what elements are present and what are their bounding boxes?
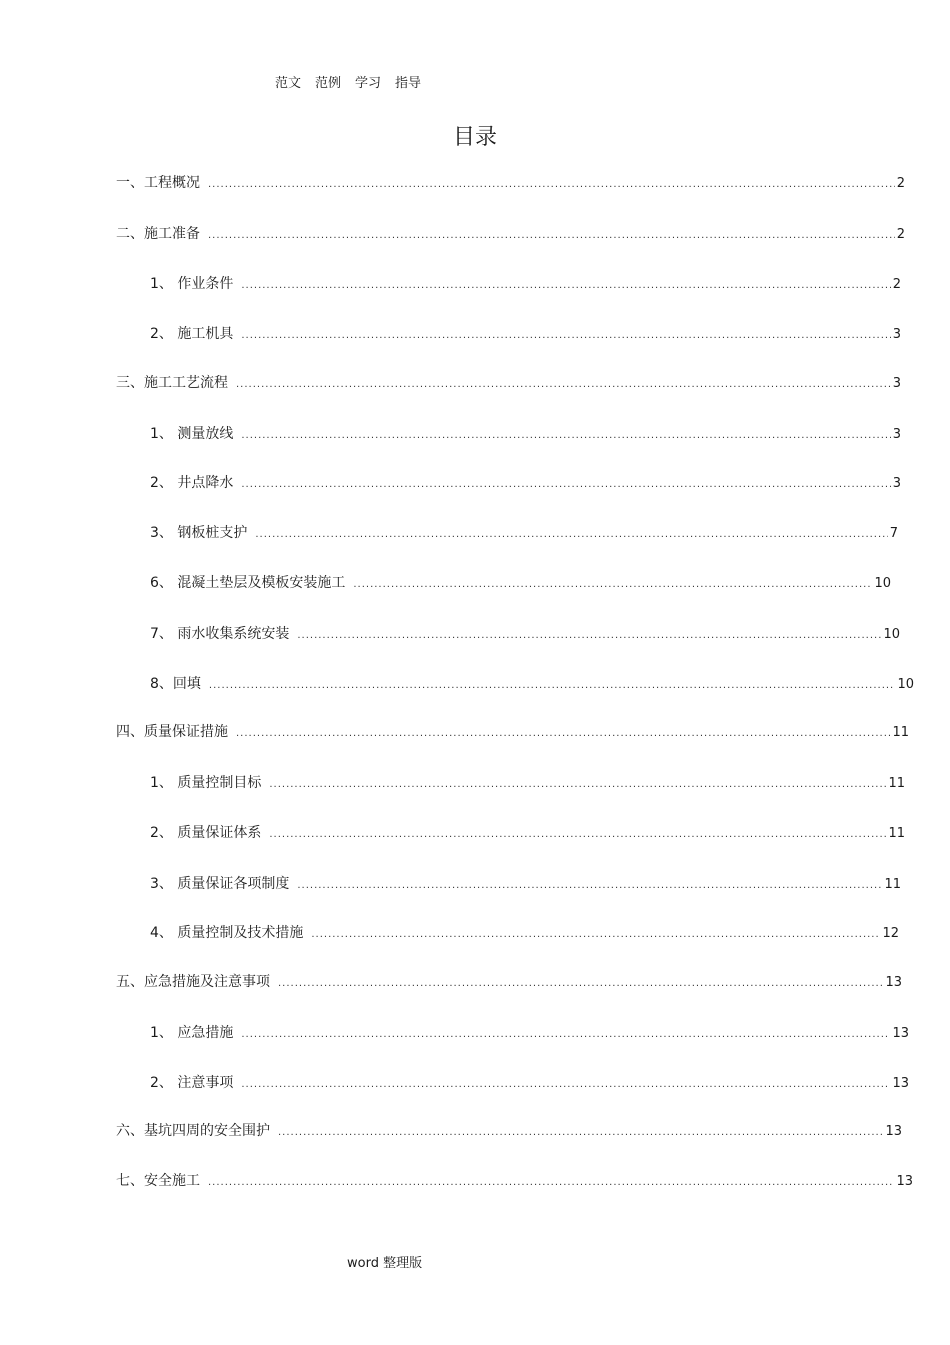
toc-label: 二、施工准备 xyxy=(116,226,200,242)
toc-entry[interactable] xyxy=(116,1122,902,1140)
toc-leader xyxy=(209,677,896,695)
toc-label: 七、安全施工 xyxy=(116,1173,200,1189)
toc-entry[interactable] xyxy=(116,973,902,991)
toc-entry[interactable] xyxy=(150,474,901,492)
toc-label: 7、 雨水收集系统安装 xyxy=(150,626,290,642)
toc-label: 2、 注意事项 xyxy=(150,1075,234,1091)
header-item: 指导 xyxy=(395,76,422,91)
toc-entry[interactable] xyxy=(150,574,891,592)
toc-entry[interactable] xyxy=(150,524,898,542)
toc-entry[interactable] xyxy=(150,1024,909,1042)
toc-entry[interactable] xyxy=(150,425,901,443)
toc-page: 10 xyxy=(874,576,891,591)
toc-leader xyxy=(278,975,883,993)
toc-page: 13 xyxy=(892,1076,909,1091)
toc-page: 2 xyxy=(896,227,905,242)
toc-label: 三、施工工艺流程 xyxy=(116,375,228,391)
toc-leader xyxy=(278,1124,883,1142)
toc-label: 6、 混凝土垫层及模板安装施工 xyxy=(150,575,346,591)
toc-page: 13 xyxy=(885,975,902,990)
page-footer: word 整理版 xyxy=(347,1256,423,1271)
toc-leader xyxy=(236,376,891,394)
toc-label: 六、基坑四周的安全围护 xyxy=(116,1123,270,1139)
toc-label: 3、 钢板桩支护 xyxy=(150,525,248,541)
toc-entry[interactable] xyxy=(150,924,899,942)
toc-leader xyxy=(269,826,886,844)
toc-entry[interactable] xyxy=(150,774,905,792)
toc-leader xyxy=(241,327,890,345)
toc-leader xyxy=(297,877,882,895)
toc-page: 2 xyxy=(892,277,901,292)
toc-label: 1、 测量放线 xyxy=(150,426,234,442)
toc-page: 7 xyxy=(889,526,898,541)
toc-label: 四、质量保证措施 xyxy=(116,724,228,740)
header-item: 学习 xyxy=(355,76,382,91)
toc-page: 11 xyxy=(884,877,901,892)
toc-leader xyxy=(208,227,895,245)
toc-label: 一、工程概况 xyxy=(116,175,200,191)
toc-page: 11 xyxy=(892,725,909,740)
toc-entry[interactable] xyxy=(150,1074,909,1092)
toc-leader xyxy=(269,776,886,794)
toc-page: 2 xyxy=(896,176,905,191)
toc-page: 11 xyxy=(888,776,905,791)
toc-page: 11 xyxy=(888,826,905,841)
toc-entry[interactable] xyxy=(150,675,914,693)
toc-leader xyxy=(241,476,890,494)
page-title: 目录 xyxy=(452,125,497,150)
toc-leader xyxy=(311,926,880,944)
toc-leader xyxy=(236,725,890,743)
toc-leader xyxy=(353,576,872,594)
toc-entry[interactable] xyxy=(116,225,905,243)
toc-label: 3、 质量保证各项制度 xyxy=(150,876,290,892)
toc-page: 10 xyxy=(883,627,900,642)
toc-label: 1、 应急措施 xyxy=(150,1025,234,1041)
toc-page: 3 xyxy=(892,327,901,342)
toc-entry[interactable] xyxy=(116,723,909,741)
toc-label: 五、应急措施及注意事项 xyxy=(116,974,270,990)
toc-label: 1、 作业条件 xyxy=(150,276,234,292)
toc-label: 2、 井点降水 xyxy=(150,475,234,491)
toc-leader xyxy=(241,1026,890,1044)
toc-page: 3 xyxy=(892,427,901,442)
toc-label: 1、 质量控制目标 xyxy=(150,775,262,791)
toc-entry[interactable] xyxy=(150,824,905,842)
toc-entry[interactable] xyxy=(150,625,900,643)
toc-page: 13 xyxy=(896,1174,913,1189)
toc-entry[interactable] xyxy=(116,174,905,192)
toc-label: 2、 施工机具 xyxy=(150,326,234,342)
toc-leader xyxy=(297,627,881,645)
toc-entry[interactable] xyxy=(116,374,901,392)
header-item: 范例 xyxy=(315,76,342,91)
toc-leader xyxy=(241,277,890,295)
toc-label: 8、回填 xyxy=(150,676,201,692)
toc-leader xyxy=(208,1174,894,1192)
toc-page: 3 xyxy=(892,376,901,391)
page-header xyxy=(275,72,435,91)
toc-page: 13 xyxy=(885,1124,902,1139)
toc-page: 13 xyxy=(892,1026,909,1041)
toc-page: 12 xyxy=(882,926,899,941)
toc-entry[interactable] xyxy=(150,875,901,893)
toc-label: 4、 质量控制及技术措施 xyxy=(150,925,304,941)
toc-entry[interactable] xyxy=(150,325,901,343)
toc-leader xyxy=(255,526,887,544)
toc-leader xyxy=(241,1076,890,1094)
toc-leader xyxy=(241,427,890,445)
toc-leader xyxy=(208,176,895,194)
header-item: 范文 xyxy=(275,76,302,91)
toc-page: 3 xyxy=(892,476,901,491)
toc-entry[interactable] xyxy=(116,1172,913,1190)
toc-label: 2、 质量保证体系 xyxy=(150,825,262,841)
toc-entry[interactable] xyxy=(150,275,901,293)
toc-page: 10 xyxy=(897,677,914,692)
